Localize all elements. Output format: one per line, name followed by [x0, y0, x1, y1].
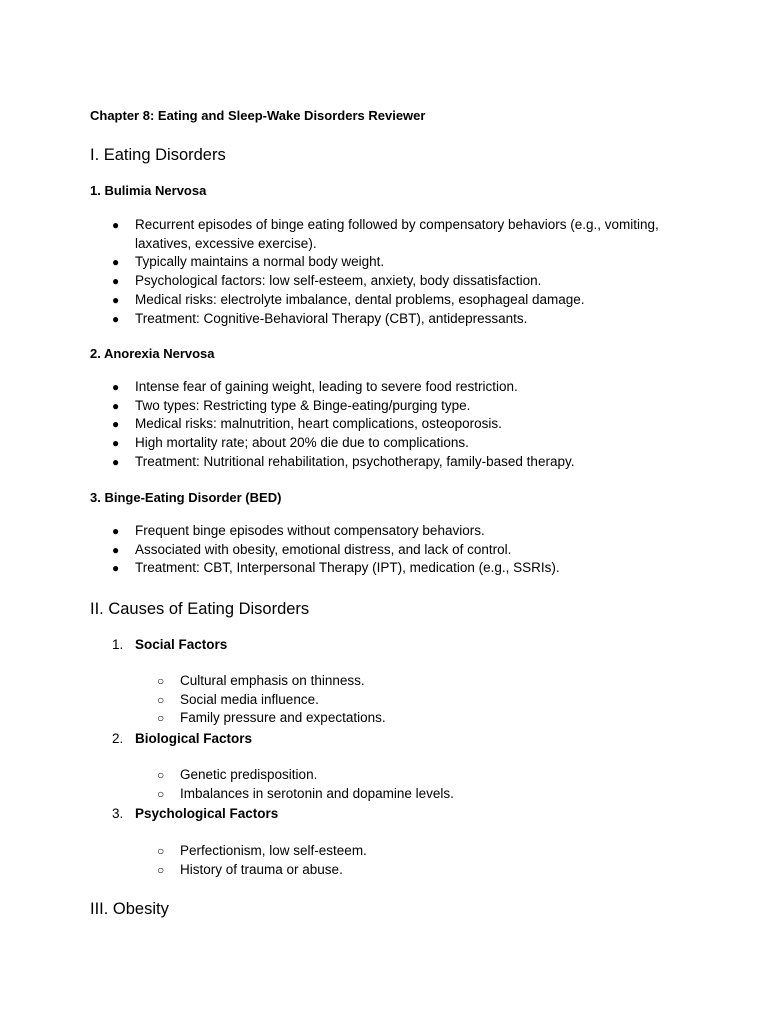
section-heading-eating-disorders: I. Eating Disorders — [90, 146, 226, 164]
subheading-anorexia-nervosa: 2. Anorexia Nervosa — [90, 346, 215, 361]
bullet-icon: ● — [112, 274, 120, 289]
item-label: Social Factors — [135, 637, 228, 652]
social-factors-list — [90, 672, 690, 728]
list-item: ● Two types: Restricting type & Binge-eating/purging type. — [90, 397, 700, 416]
bullet-icon: ● — [112, 218, 120, 232]
psychological-factors-list — [90, 842, 690, 879]
list-item: ○ Perfectionism, low self-esteem. — [90, 842, 690, 861]
bullet-icon: ● — [112, 292, 120, 307]
list-item: ● Associated with obesity, emotional distress, and lack of control. — [90, 541, 700, 560]
item-number: 1. — [112, 637, 124, 652]
list-item: ● Typically maintains a normal body weight. — [90, 253, 700, 272]
anorexia-list — [90, 378, 700, 472]
bullet-icon: ● — [112, 436, 120, 451]
item-number: 2. — [112, 731, 124, 746]
list-item: ● Treatment: Nutritional rehabilitation, psychotherapy, family-based therapy. — [90, 453, 700, 472]
bullet-icon: ● — [112, 417, 120, 432]
subheading-binge-eating-disorder: 3. Binge-Eating Disorder (BED) — [90, 490, 282, 505]
list-item: ○ Imbalances in serotonin and dopamine levels. — [90, 785, 690, 804]
item-label: Psychological Factors — [135, 806, 279, 821]
hollow-bullet-icon: ○ — [157, 692, 165, 707]
list-item: ○ History of trauma or abuse. — [90, 861, 690, 880]
bullet-icon: ● — [112, 561, 120, 576]
hollow-bullet-icon: ○ — [157, 768, 165, 782]
subheading-bulimia-nervosa: 1. Bulimia Nervosa — [90, 183, 207, 198]
list-item: ● Psychological factors: low self-esteem, anxiety, body dissatisfaction. — [90, 272, 700, 291]
bullet-icon: ● — [112, 398, 120, 413]
list-item: ○ Social media influence. — [90, 691, 690, 710]
list-item: ● Treatment: CBT, Interpersonal Therapy (IPT), medication (e.g., SSRIs). — [90, 559, 700, 578]
biological-factors-list — [90, 766, 690, 803]
list-item: ● Medical risks: electrolyte imbalance, dental problems, esophageal damage. — [90, 291, 700, 310]
list-item: ○ Family pressure and expectations. — [90, 709, 690, 728]
hollow-bullet-icon: ○ — [157, 844, 165, 858]
bullet-icon: ● — [112, 380, 120, 394]
item-number: 3. — [112, 806, 124, 821]
bullet-icon: ● — [112, 255, 120, 270]
hollow-bullet-icon: ○ — [157, 786, 165, 801]
bed-list — [90, 522, 700, 578]
section-heading-obesity: III. Obesity — [90, 900, 169, 918]
bulimia-list — [90, 216, 700, 328]
document-title: Chapter 8: Eating and Sleep-Wake Disorders Reviewer — [90, 108, 426, 123]
hollow-bullet-icon: ○ — [157, 862, 165, 877]
list-item: ● Medical risks: malnutrition, heart complications, osteoporosis. — [90, 415, 700, 434]
bullet-icon: ● — [112, 542, 120, 557]
section-heading-causes: II. Causes of Eating Disorders — [90, 600, 310, 618]
list-item: ● Intense fear of gaining weight, leading to severe food restriction. — [90, 378, 700, 397]
bullet-icon: ● — [112, 454, 120, 469]
list-item: ○ Genetic predisposition. — [90, 766, 690, 785]
list-item: ○ Cultural emphasis on thinness. — [90, 672, 690, 691]
item-label: Biological Factors — [135, 731, 253, 746]
bullet-icon: ● — [112, 524, 120, 538]
hollow-bullet-icon: ○ — [157, 674, 165, 688]
list-item: ● High mortality rate; about 20% die due to complications. — [90, 434, 700, 453]
list-item: ● Recurrent episodes of binge eating followed by compensatory behaviors (e.g., vomiting, laxatives, excessive exercise). — [112, 217, 659, 251]
list-item: ● Frequent binge episodes without compensatory behaviors. — [90, 522, 700, 541]
bullet-icon: ● — [112, 311, 120, 326]
hollow-bullet-icon: ○ — [157, 711, 165, 726]
list-item: ● Treatment: Cognitive-Behavioral Therapy (CBT), antidepressants. — [90, 310, 700, 329]
